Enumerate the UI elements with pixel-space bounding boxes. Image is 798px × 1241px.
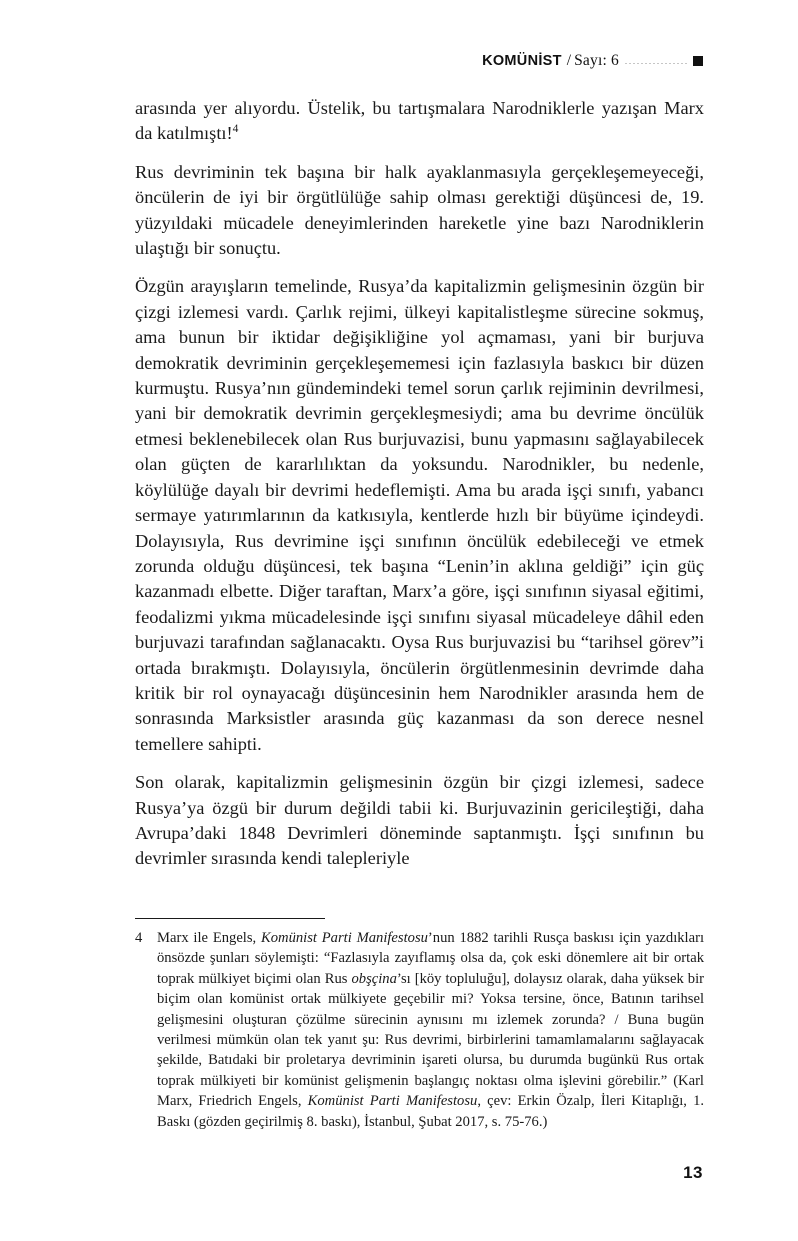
paragraph-text: arasında yer alıyordu. Üstelik, bu tartışmalara Narodniklerle yazışan Marx da katılmıştı! bbox=[135, 98, 704, 144]
paragraph: Son olarak, kapitalizmin gelişmesinin özgün bir çizgi izlemesi, sadece Rusya’ya özgü bir durum değildi tabii ki. Burjuvazinin gericileştiği, daha Avrupa’daki 1848 Devrimleri döneminde saptanmıştı. İşçi sınıfının bu devrimler sırasında kendi talepleriyle bbox=[135, 772, 704, 869]
footnote-italic-title: Komünist Parti Manifestosu bbox=[261, 930, 428, 946]
square-marker-icon bbox=[693, 56, 703, 66]
footnote-italic-title: Komünist Parti Manifestosu bbox=[307, 1093, 478, 1110]
footnote-segment: ’nun 1882 tarihli Rusça baskısı için yazdıkları önsözde şunları söylemişti: “Fazlasıyla zayıflamış olsa da, çok eski dönemlere ait bir ortak toprak mülkiyet biçimi olan Rus bbox=[157, 930, 704, 987]
footnote-segment: ’sı [köy topluluğu], dolaysız olarak, daha yüksek bir biçim olan komünist ortak mülkiyete geçebilir mi? Yoksa tersine, önce, Batının tarihsel gelişmesini oluşturan çözülme sürecinin aynısını mı izlemek zorunda? / Buna bugün verilmesi mümkün olan tek yanıt şu: Rus devrimi, birbirlerini tamamlamalarını sağlayacak şekilde, Batıdaki bir proletarya devriminin işareti olursa, bu durumda bugünkü Rus ortak toprak mülkiyeti bir komünist gelişmenin başlangıç noktası olma işlevini görebilir.” (Karl Marx, Friedrich Engels, bbox=[157, 970, 704, 1110]
page-number: 13 bbox=[683, 1163, 703, 1182]
issue-label: Sayı: 6 bbox=[574, 52, 619, 69]
footnote-segment: Marx ile Engels, bbox=[157, 930, 261, 946]
header-separator: / bbox=[566, 52, 572, 69]
footnote-segment: , çev: Erkin Özalp, İleri Kitaplığı, 1. Baskı (gözden geçirilmiş 8. baskı), İstanbul, Şubat 2017, s. 75-76.) bbox=[157, 1093, 705, 1130]
footnote-number: 4 bbox=[135, 930, 143, 946]
footnote-separator-rule bbox=[135, 918, 325, 919]
footnote-block bbox=[135, 918, 704, 1132]
footnote-italic-term: obşçina bbox=[351, 970, 397, 987]
paragraph: Özgün arayışların temelinde, Rusya’da kapitalizmin gelişmesinin özgün bir çizgi izlemesi vardı. Çarlık rejimi, ülkeyi kapitalistleşme sürecine sokmuş, ama bunun bir iktidar değişikliğine yol açmaması, yani bir burjuva demokratik devriminin gerçekleşememesi için fazlasıyla baskıcı bir düzen kurmuştu. Rusya’nın gündemindeki temel sorun çarlık rejiminin devrilmesi, yani bir demokratik devrimin gerçekleşmesiydi; ama bu devrime öncülük etmesi beklenebilecek olan Rus burjuvazisi, bunu yapmasını sağlayabilecek olan güçten de kararlılıktan da yoksundu. Narodnikler, bu nedenle, köylülüğe dayalı bir devrimi hedeflemişti. Ama bu arada işçi sınıfı, yabancı sermaye yatırımlarının da katkısıyla, kentlerde hızlı bir büyüme içindeydi. Dolayısıyla, Rus devrimine işçi sınıfının öncülük edebileceği ve etmek zorunda olduğu düşüncesi, tek başına “Lenin’in aklına geldiği” için güç kazanmadı elbette. Diğer taraftan, Marx’a göre, işçi sınıfının siyasal eğitimi, feodalizmi yıkma mücadelesinde işçi sınıfını siyasal mücadeleye dâhil eden burjuvazi tarafından sağlanacaktı. Oysa Rus burjuvazisi bu “tarihsel görev”i ortada bırakmıştı. Dolayısıyla, öncülerin örgütlenmesinin devrimde daha kritik bir rol oynayacağı düşüncesinin hem Narodnikler arasında hem de sonrasında Marksistler arasında güç kazanması da son derece nesnel temellere sahipti. bbox=[135, 276, 704, 754]
footnote-reference: 4 bbox=[232, 123, 239, 136]
dotted-leader-line bbox=[624, 63, 688, 64]
footnote-text bbox=[135, 928, 704, 1132]
body-text-column bbox=[135, 96, 704, 872]
paragraph: Rus devriminin tek başına bir halk ayaklanmasıyla gerçekleşemeyeceği, öncülerin de iyi bir örgütlülüğe sahip olması gerektiği düşüncesi de, 19. yüzyıldaki mücadele deneyimlerinden hareketle yine bazı Narodniklerin ulaştığı bir sonuçtu. bbox=[135, 161, 704, 259]
running-head bbox=[135, 50, 703, 72]
publication-title: KOMÜNİST bbox=[482, 53, 562, 69]
paragraph bbox=[135, 96, 704, 147]
